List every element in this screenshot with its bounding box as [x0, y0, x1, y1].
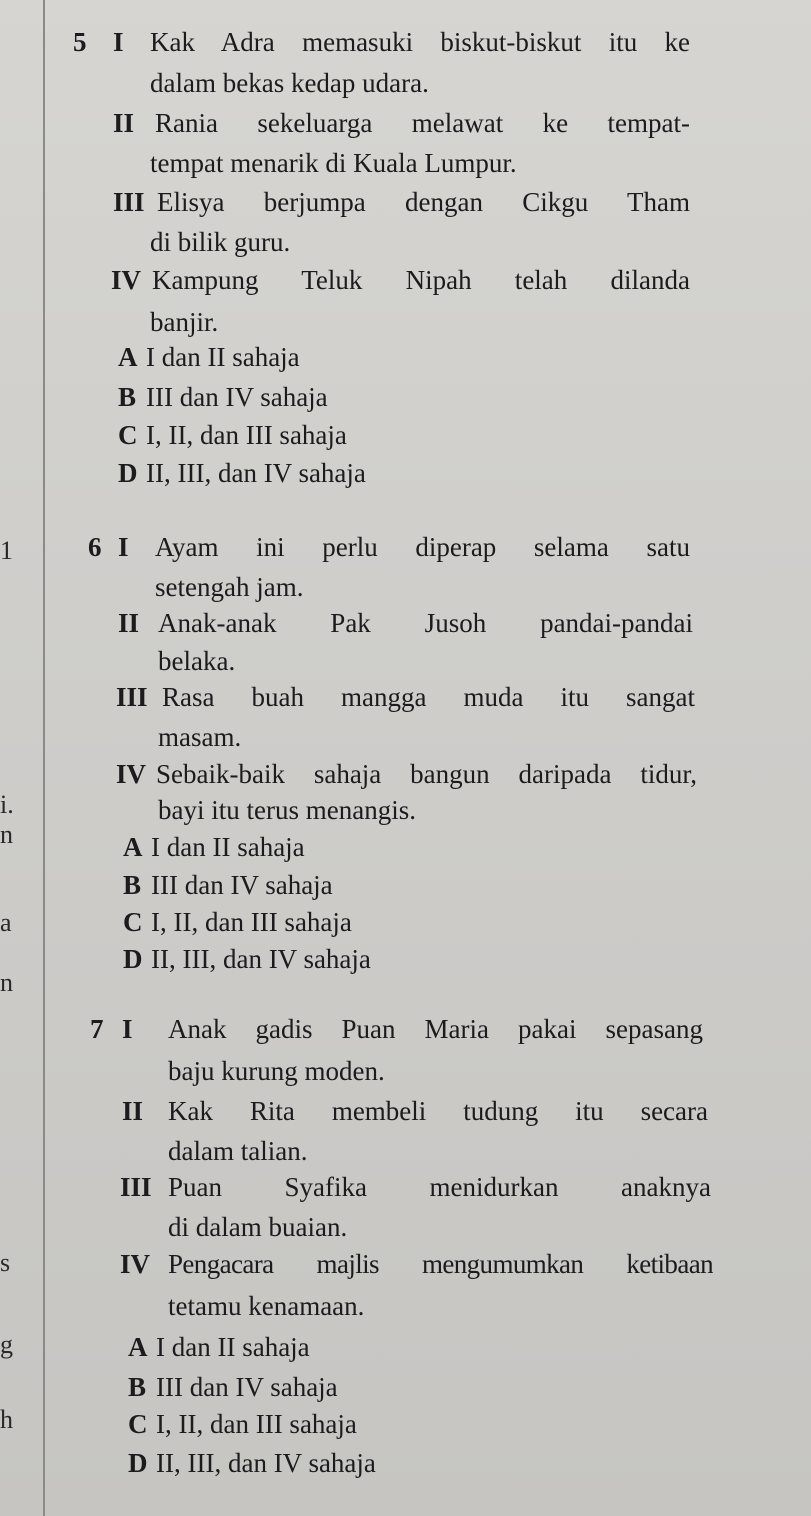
- statement-line: Rania sekeluarga melawat ke tempat-: [155, 108, 690, 138]
- statement-line: Kampung Teluk Nipah telah dilanda: [152, 265, 690, 295]
- statement-line: tempat menarik di Kuala Lumpur.: [150, 148, 517, 178]
- statement-roman: IV: [120, 1249, 151, 1279]
- option-letter: A: [128, 1332, 148, 1362]
- statement-roman: II: [113, 108, 135, 138]
- option-letter: A: [118, 342, 138, 372]
- statement-roman: IV: [116, 759, 147, 789]
- margin-fragment: i.: [0, 790, 14, 819]
- answer-option[interactable]: [128, 1446, 376, 1480]
- answer-option[interactable]: [128, 1370, 338, 1404]
- statement-roman: II: [118, 608, 140, 638]
- statement-line: baju kurung moden.: [168, 1056, 385, 1086]
- statement-roman: I: [118, 532, 129, 562]
- option-letter: B: [128, 1372, 147, 1402]
- statement-line: Kak Rita membeli tudung itu secara: [168, 1096, 708, 1126]
- statement-line: Elisya berjumpa dengan Cikgu Tham: [157, 187, 690, 217]
- margin-fragment: h: [0, 1405, 13, 1434]
- answer-option[interactable]: [123, 868, 333, 902]
- margin-fragment: n: [0, 820, 13, 849]
- option-text: III dan IV sahaja: [151, 870, 333, 900]
- option-text: I dan II sahaja: [156, 1332, 310, 1362]
- option-letter: C: [123, 907, 143, 937]
- option-letter: C: [118, 420, 138, 450]
- statement-line: bayi itu terus menangis.: [158, 795, 416, 825]
- answer-option[interactable]: [118, 418, 347, 452]
- option-text: II, III, dan IV sahaja: [151, 944, 371, 974]
- question-number: 7: [90, 1014, 104, 1044]
- option-letter: A: [123, 832, 143, 862]
- statement-line: setengah jam.: [155, 572, 304, 602]
- statement-line: di bilik guru.: [150, 227, 291, 257]
- answer-option[interactable]: [118, 456, 366, 490]
- statement-roman: IV: [111, 265, 142, 295]
- option-letter: D: [123, 944, 143, 974]
- option-letter: B: [123, 870, 142, 900]
- statement-line: banjir.: [150, 307, 219, 337]
- question-number: 5: [73, 27, 87, 57]
- statement-line: masam.: [158, 722, 242, 752]
- option-text: II, III, dan IV sahaja: [146, 458, 366, 488]
- answer-option[interactable]: [128, 1330, 310, 1364]
- statement-line: belaka.: [158, 646, 236, 676]
- statement-line: Ayam ini perlu diperap selama satu: [155, 532, 690, 562]
- margin-fragment: s: [0, 1248, 11, 1277]
- statement-line: di dalam buaian.: [168, 1212, 348, 1242]
- answer-option[interactable]: [123, 905, 352, 939]
- option-text: I dan II sahaja: [146, 342, 300, 372]
- option-text: II, III, dan IV sahaja: [156, 1448, 376, 1478]
- statement-line: Kak Adra memasuki biskut-biskut itu ke: [150, 27, 690, 57]
- statement-roman: III: [116, 682, 148, 712]
- page-margin-line: [43, 0, 45, 1516]
- statement-roman: II: [122, 1096, 144, 1126]
- option-letter: D: [128, 1448, 148, 1478]
- option-letter: C: [128, 1409, 148, 1439]
- statement-roman: III: [120, 1172, 152, 1202]
- statement-roman: I: [122, 1014, 133, 1044]
- option-text: I, II, dan III sahaja: [156, 1409, 357, 1439]
- answer-option[interactable]: [118, 380, 328, 414]
- margin-fragment: a: [0, 908, 12, 937]
- option-text: III dan IV sahaja: [146, 382, 328, 412]
- statement-line: dalam talian.: [168, 1136, 308, 1166]
- answer-option[interactable]: [128, 1407, 357, 1441]
- statement-line: Anak gadis Puan Maria pakai sepasang: [168, 1014, 703, 1044]
- statement-line: Puan Syafika menidurkan anaknya: [168, 1172, 711, 1202]
- answer-option[interactable]: [123, 830, 305, 864]
- margin-fragment: 1: [0, 536, 13, 565]
- margin-fragment: n: [0, 968, 13, 997]
- option-letter: D: [118, 458, 138, 488]
- option-text: I, II, dan III sahaja: [151, 907, 352, 937]
- option-text: I dan II sahaja: [151, 832, 305, 862]
- statement-line: Pengacara majlis mengumumkan ketibaan: [168, 1249, 713, 1279]
- option-text: I, II, dan III sahaja: [146, 420, 347, 450]
- statement-line: Anak-anak Pak Jusoh pandai-pandai: [158, 608, 693, 638]
- option-text: III dan IV sahaja: [156, 1372, 338, 1402]
- statement-line: dalam bekas kedap udara.: [150, 68, 429, 98]
- answer-option[interactable]: [123, 942, 371, 976]
- statement-roman: III: [113, 187, 145, 217]
- option-letter: B: [118, 382, 137, 412]
- statement-roman: I: [113, 27, 124, 57]
- margin-fragment: g: [0, 1330, 13, 1359]
- statement-line: Rasa buah mangga muda itu sangat: [162, 682, 695, 712]
- question-number: 6: [88, 532, 102, 562]
- statement-line: tetamu kenamaan.: [168, 1291, 365, 1321]
- answer-option[interactable]: [118, 340, 300, 374]
- statement-line: Sebaik-baik sahaja bangun daripada tidur,: [156, 759, 697, 789]
